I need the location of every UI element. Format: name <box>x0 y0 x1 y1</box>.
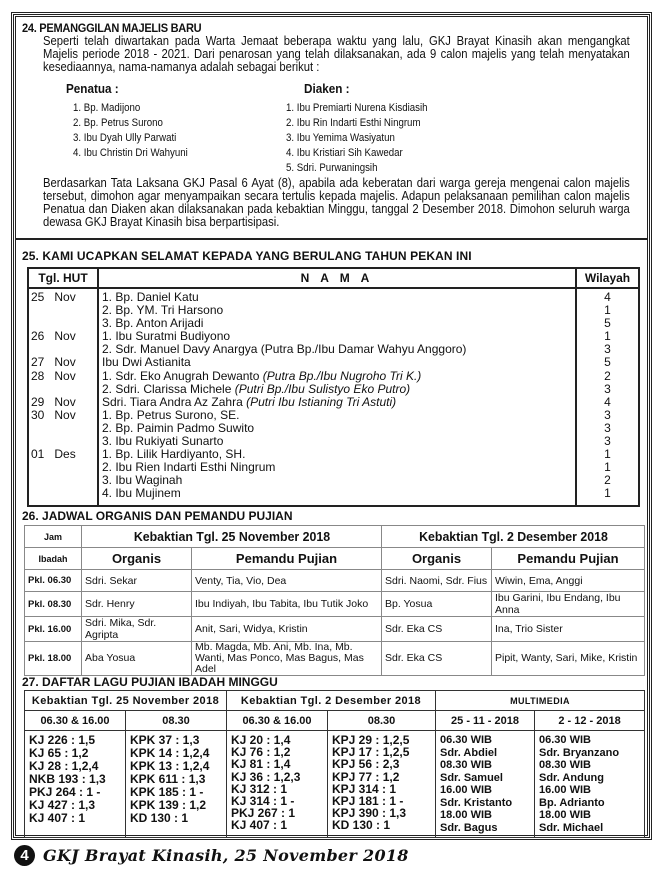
birthday-region: 4 <box>604 290 611 304</box>
birthday-table <box>27 267 640 507</box>
birthday-date: 30 Nov <box>31 407 76 422</box>
song-entry: KJ 28 : 1,2,4 <box>29 759 99 773</box>
birthday-region: 4 <box>604 394 611 409</box>
parent-note: (Putri Bp./Ibu Sulistyo Eko Putro) <box>234 381 411 396</box>
date-header: 25 - 11 - 2018 <box>436 711 535 731</box>
birthday-region: 1 <box>604 447 611 462</box>
organist-cell: Sdri. Sekar <box>82 570 192 592</box>
multimedia-cell <box>535 731 645 838</box>
section-title: 26. JADWAL ORGANIS DAN PEMANDU PUJIAN <box>22 509 293 523</box>
person-name: 1. Ibu Suratmi Budiyono <box>102 329 231 344</box>
birthday-region: 3 <box>604 434 611 449</box>
multimedia-entry: Sdr. Andung <box>539 771 604 784</box>
page-frame <box>13 14 650 838</box>
birthday-date <box>29 461 97 474</box>
pemandu-header: Pemandu Pujian <box>192 548 382 570</box>
song-entry: KPJ 314 : 1 <box>332 781 397 796</box>
schedule-row <box>25 592 645 617</box>
service1-header: Kebaktian Tgl. 25 November 2018 <box>89 526 374 548</box>
birthday-region: 1 <box>604 486 611 501</box>
service-time: Pkl. 08.30 <box>25 592 82 617</box>
organist-cell: Bp. Yosua <box>382 592 492 617</box>
section-title: 27. DAFTAR LAGU PUJIAN IBADAH MINGGU <box>22 675 278 689</box>
song-entry: KJ 314 : 1 - <box>231 794 295 809</box>
person-name: 2. Bp. Paimin Padmo Suwito <box>102 420 255 435</box>
multimedia-entry: Sdr. Samuel <box>440 771 503 784</box>
birthday-date <box>29 304 97 317</box>
birthday-date: 25 Nov <box>31 290 76 304</box>
birthday-name <box>99 487 575 500</box>
worship-leader-cell: Ibu Indiyah, Ibu Tabita, Ibu Tutik Joko <box>192 592 382 617</box>
intro-paragraph: Seperti telah diwartakan pada Warta Jemaat beberapa waktu yang lalu, GKJ Brayat Kinasih akan mengangkat Majelis periode 2018 - 2021. Dari penarosan yang telah dilaksanakan, ada 9 calon majelis yang telah menyatakan kesediaannya, nama-namanya adalah sebagai berikut : <box>43 34 630 74</box>
song-entry: NKB 193 : 1,3 <box>29 772 106 786</box>
page-number-badge: 4 <box>14 845 35 866</box>
diaken-list <box>286 101 428 176</box>
song-entry: KJ 81 : 1,4 <box>231 757 291 772</box>
birthday-region: 1 <box>604 460 611 475</box>
worship-leader-cell: Ina, Trio Sister <box>492 617 645 642</box>
jam-header: Jam <box>25 526 82 548</box>
person-name: 4. Ibu Mujinem <box>102 486 181 501</box>
list-item: 4. Ibu Christin Dri Wahyuni <box>73 147 188 159</box>
parent-note: (Putra Bp./Ibu Nugroho Tri K.) <box>262 368 422 383</box>
song-entry: KD 130 : 1 <box>332 818 391 833</box>
song-entry: KPK 13 : 1,2,4 <box>130 759 210 773</box>
birthday-date <box>29 487 97 500</box>
song-list-cell <box>227 731 328 838</box>
song-entry: KPJ 17 : 1,2,5 <box>332 745 410 760</box>
song-entry: KPK 611 : 1,3 <box>130 772 206 786</box>
birthday-date <box>29 383 97 396</box>
birthday-region: 3 <box>604 381 611 396</box>
birthday-region: 2 <box>604 368 611 383</box>
song-entry: KJ 407 : 1 <box>231 818 288 833</box>
ibadah-header: Ibadah <box>25 548 82 570</box>
penatua-list <box>73 101 188 161</box>
diaken-heading: Diaken : <box>304 81 350 96</box>
multimedia-cell <box>436 731 535 838</box>
multimedia-entry: 08.30 WIB <box>539 759 591 771</box>
birthday-region: 3 <box>604 342 611 357</box>
person-name: Sdri. Tiara Andra Az Zahra <box>102 394 247 409</box>
song-entry: KPK 37 : 1,3 <box>130 733 200 747</box>
time-header: 08.30 <box>328 711 436 731</box>
person-name: 1. Bp. Petrus Surono, SE. <box>102 407 240 422</box>
birthday-region: 2 <box>604 473 611 488</box>
date-header: 2 - 12 - 2018 <box>535 711 645 731</box>
section-title: 24. PEMANGGILAN MAJELIS BARU <box>22 21 202 35</box>
song-entry: KPJ 77 : 1,2 <box>332 769 400 784</box>
list-item: 1. Bp. Madijono <box>73 102 141 114</box>
time-header: 08.30 <box>126 711 227 731</box>
schedule-row <box>25 617 645 642</box>
penatua-heading: Penatua : <box>66 81 119 96</box>
song-entry: KJ 36 : 1,2,3 <box>231 769 301 784</box>
service-time: Pkl. 18.00 <box>25 642 82 676</box>
multimedia-entry: Sdr. Abdiel <box>440 746 498 759</box>
organist-cell: Sdr. Henry <box>82 592 192 617</box>
list-item: 3. Ibu Dyah Ully Parwati <box>73 132 177 144</box>
list-item: 1. Ibu Premiarti Nurena Kisdiasih <box>286 102 428 114</box>
birthday-region: 3 <box>604 420 611 435</box>
song-list-cell <box>328 731 436 838</box>
organist-cell: Aba Yosua <box>82 642 192 676</box>
song-entry: KPK 14 : 1,2,4 <box>130 746 210 760</box>
multimedia-entry: Sdr. Kristanto <box>440 796 513 809</box>
person-name: 2. Ibu Rien Indarti Esthi Ningrum <box>102 460 276 475</box>
birthday-region: 1 <box>604 303 611 318</box>
birthday-date: 01 Des <box>31 447 76 462</box>
song-entry: KJ 20 : 1,4 <box>231 733 291 747</box>
multimedia-header: MULTIMEDIA <box>436 691 645 711</box>
song-entry: KPK 185 : 1 - <box>130 785 204 799</box>
section-majelis <box>16 17 647 240</box>
service2-header: Kebaktian Tgl. 2 Desember 2018 <box>388 526 638 548</box>
song-entry: KD 130 : 1 <box>130 811 189 825</box>
organist-cell: Sdri. Mika, Sdr. Agripta <box>82 617 192 642</box>
birthday-date: 28 Nov <box>31 368 76 383</box>
multimedia-entry: 06.30 WIB <box>539 734 591 746</box>
song-entry: KPJ 390 : 1,3 <box>332 806 407 821</box>
worship-leader-cell: Pipit, Wanty, Sari, Mike, Kristin <box>492 642 645 676</box>
worship-leader-cell: Venty, Tia, Vio, Dea <box>192 570 382 592</box>
service-time: Pkl. 16.00 <box>25 617 82 642</box>
multimedia-entry: Sdr. Bryanzano <box>539 746 620 759</box>
pemandu-header: Pemandu Pujian <box>492 548 645 570</box>
person-name: 3. Bp. Anton Arijadi <box>102 316 204 331</box>
organis-header: Organis <box>382 548 492 570</box>
section-title: 25. KAMI UCAPKAN SELAMAT KEPADA YANG BERULANG TAHUN PEKAN INI <box>22 249 472 263</box>
birthday-date <box>29 422 97 435</box>
birthday-date: 29 Nov <box>31 394 76 409</box>
person-name: 3. Ibu Rukiyati Sunarto <box>102 434 224 449</box>
date-column <box>29 269 99 505</box>
time-header: 06.30 & 16.00 <box>227 711 328 731</box>
multimedia-entry: Bp. Adrianto <box>539 796 605 809</box>
column-header: Wilayah <box>577 269 638 289</box>
birthday-region: 5 <box>604 316 611 331</box>
multimedia-entry: Sdr. Bagus <box>440 821 498 834</box>
birthday-date <box>29 474 97 487</box>
song-entry: KJ 407 : 1 <box>29 811 86 825</box>
list-item: 3. Ibu Yemima Wasiyatun <box>286 132 395 144</box>
song-entry: KJ 76 : 1,2 <box>231 745 291 760</box>
person-name: 3. Ibu Waginah <box>102 473 183 488</box>
song-list-table <box>24 690 645 838</box>
song-list-cell <box>126 731 227 838</box>
birthday-region: 5 <box>604 355 611 370</box>
song-entry: KJ 312 : 1 <box>231 781 288 796</box>
list-item: 2. Ibu Rin Indarti Esthi Ningrum <box>286 117 421 129</box>
person-name: 1. Sdr. Eko Anugrah Dewanto <box>102 368 263 383</box>
song-entry: KJ 65 : 1,2 <box>29 746 89 760</box>
list-item: 4. Ibu Kristiari Sih Kawedar <box>286 147 403 159</box>
birthday-date: 26 Nov <box>31 329 76 344</box>
person-name: 1. Bp. Lilik Hardiyanto, SH. <box>102 447 246 462</box>
person-name: 1. Bp. Daniel Katu <box>102 290 199 304</box>
song-entry: PKJ 264 : 1 - <box>29 785 101 799</box>
organis-header: Organis <box>82 548 192 570</box>
region-column <box>577 269 638 505</box>
multimedia-entry: 18.00 WIB <box>440 809 492 821</box>
song-entry: KPJ 29 : 1,2,5 <box>332 733 410 747</box>
name-column <box>99 269 577 505</box>
service2-header: Kebaktian Tgl. 2 Desember 2018 <box>227 691 436 711</box>
song-entry: KPJ 56 : 2,3 <box>332 757 400 772</box>
multimedia-entry: 08.30 WIB <box>440 759 492 771</box>
person-name: 2. Bp. YM. Tri Harsono <box>102 303 224 318</box>
song-list-cell <box>25 731 126 838</box>
organist-cell: Sdr. Eka CS <box>382 642 492 676</box>
worship-leader-cell: Wiwin, Ema, Anggi <box>492 570 645 592</box>
song-entry: KJ 427 : 1,3 <box>29 798 96 812</box>
song-entry: KJ 226 : 1,5 <box>29 733 96 747</box>
list-item: 2. Bp. Petrus Surono <box>73 117 163 129</box>
schedule-row <box>25 570 645 592</box>
worship-leader-cell: Anit, Sari, Widya, Kristin <box>192 617 382 642</box>
closing-paragraph: Berdasarkan Tata Laksana GKJ Pasal 6 Ayat (8), apabila ada keberatan dari warga gereja mengenai calon majelis tersebut, dimohon agar menyampaikan secara tertulis kepada majelis. Adapun pelaksanaan pemilihan calon majelis Penatua dan Diaken akan dilaksanakan pada kebaktian Minggu, tanggal 2 Desember 2018. Dimohon seluruh warga dewasa GKJ Brayat Kinasih bisa berpartisipasi. <box>43 176 630 229</box>
person-name: Ibu Dwi Astianita <box>102 355 191 370</box>
multimedia-entry: 16.00 WIB <box>539 784 591 796</box>
multimedia-entry: 06.30 WIB <box>440 734 492 746</box>
parent-note: (Putri Ibu Istianing Tri Astuti) <box>246 394 397 409</box>
page-footer <box>14 843 409 867</box>
person-name: 2. Sdri. Clarissa Michele <box>102 381 235 396</box>
song-entry: PKJ 267 : 1 <box>231 806 296 821</box>
birthday-date: 27 Nov <box>31 355 76 370</box>
organist-cell: Sdr. Eka CS <box>382 617 492 642</box>
column-header: N A M A <box>99 269 575 289</box>
sections-25-27 <box>16 241 647 835</box>
worship-leader-cell: Ibu Garini, Ibu Endang, Ibu Anna <box>492 592 645 617</box>
multimedia-entry: 16.00 WIB <box>440 784 492 796</box>
song-entry: KPK 139 : 1,2 <box>130 798 207 812</box>
song-entry: KPJ 181 : 1 - <box>332 794 404 809</box>
worship-leader-cell: Mb. Magda, Mb. Ani, Mb. Ina, Mb. Wanti, Mas Ponco, Mas Bagus, Mas Adel <box>192 642 382 676</box>
service-time: Pkl. 06.30 <box>25 570 82 592</box>
organist-cell: Sdri. Naomi, Sdr. Fius <box>382 570 492 592</box>
multimedia-entry: Sdr. Michael <box>539 821 604 834</box>
birthday-region: 3 <box>604 407 611 422</box>
person-name: 2. Sdr. Manuel Davy Anargya (Putra Bp./Ibu Damar Wahyu Anggoro) <box>102 342 467 357</box>
organist-schedule-table <box>24 525 645 676</box>
service1-header: Kebaktian Tgl. 25 November 2018 <box>25 691 227 711</box>
multimedia-entry: 18.00 WIB <box>539 809 591 821</box>
footer-text: GKJ Brayat Kinasih, 25 November 2018 <box>43 845 409 865</box>
schedule-row <box>25 642 645 676</box>
song-row <box>25 731 645 838</box>
list-item: 5. Sdri. Purwaningsih <box>286 162 378 174</box>
time-header: 06.30 & 16.00 <box>25 711 126 731</box>
birthday-region: 1 <box>604 329 611 344</box>
column-header: Tgl. HUT <box>29 269 97 289</box>
